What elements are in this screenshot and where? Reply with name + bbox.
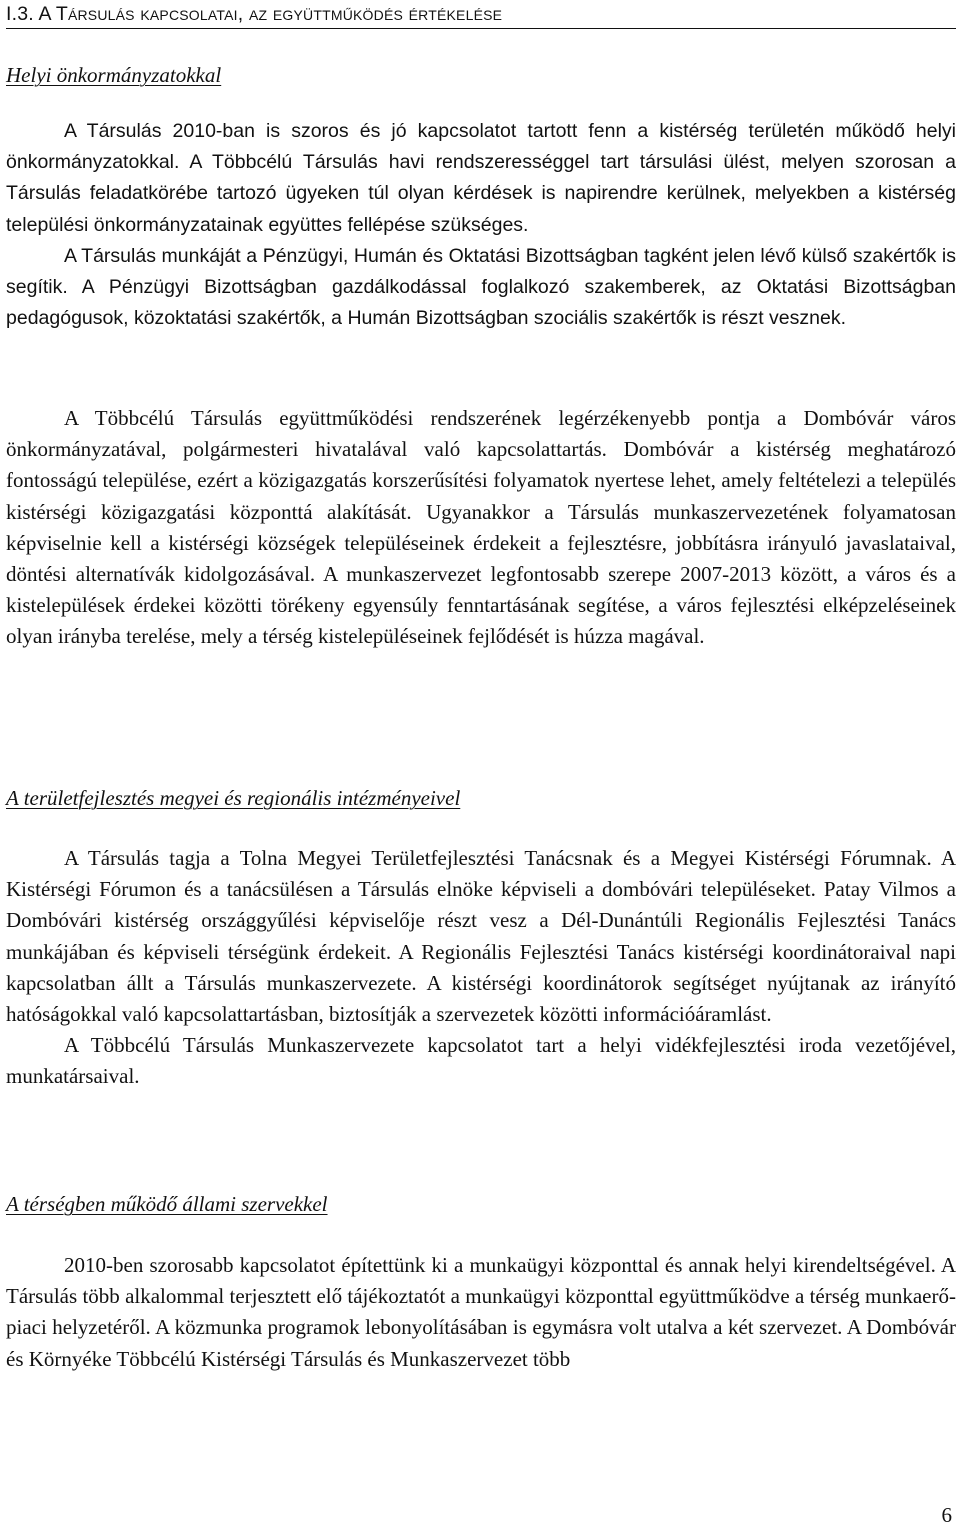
section-body-dombovar <box>6 403 956 653</box>
section-heading <box>6 2 956 29</box>
section-number: I.3. <box>6 3 34 25</box>
section-body-state-bodies <box>6 1250 956 1375</box>
section-title: A Társulás kapcsolatai, az együttműködés értékelése <box>38 3 503 25</box>
body-paragraph: A Társulás munkáját a Pénzügyi, Humán és Oktatási Bizottságban tagként jelen lévő külső szakértők is segítik. A Pénzügyi Bizottságban gazdálkodással foglalkozó szakemberek, az Oktatási Bizottságban pedagógusok, közoktatási szakértők, a Humán Bizottságban szociális szakértők is részt vesznek. <box>6 244 956 330</box>
body-paragraph: 2010-ben szorosabb kapcsolatot építettünk ki a munkaügyi központtal és annak helyi kirendeltségével. A Társulás több alkalommal terjesztett elő tájékoztatót a munkaügyi központtal együttműködve a térség munkaerő-piaci helyzetéről. A közmunka programok lebonyolításában is egymásra volt utalva a két szervezet. A Dombóvár és Környéke Többcélú Kistérségi Társulás és Munkaszervezet több <box>6 1253 956 1371</box>
page-number: 6 <box>941 1503 952 1527</box>
section-body-local-governments <box>6 116 956 334</box>
body-paragraph: A Többcélú Társulás Munkaszervezete kapcsolatot tart a helyi vidékfejlesztési iroda vezetőjével, munkatársaival. <box>6 1033 956 1089</box>
body-paragraph: A Társulás 2010-ban is szoros és jó kapcsolatot tartott fenn a kistérség területén működő helyi önkormányzatokkal. A Többcélú Társulás havi rendszerességgel tart társulási ülést, melyen szorosan a Társulás feladatkörébe tartozó ügyeken túl olyan kérdések is napirendre kerülnek, melyekben a kistérség települési önkormányzatainak együttes fellépése szükséges. <box>6 120 956 236</box>
subsection-title-state-bodies: A térségben működő állami szervekkel <box>6 1192 328 1216</box>
body-paragraph: A Többcélú Társulás együttműködési rendszerének legérzékenyebb pontja a Dombóvár város önkormányzatával, polgármesteri hivatalával való kapcsolattartás. Dombóvár a kistérség meghatározó fontosságú települése, ezért a közigazgatás korszerűsítési folyamatok nyertese lehet, amely feltételezi a település kistérségi közigazgatási központtá alakítását. Ugyanakkor a Társulás munkaszervezetének folyamatosan képviselnie kell a kistérségi községek településeinek érdekeit a fejlesztésre, jobbításra irányuló javaslataival, döntési alternatívák kidolgozásával. A munkaszervezet legfontosabb szerepe 2007-2013 között, a város és a kistelepülések érdekei közötti törékeny egyensúly fenntartásának segítése, a város fejlesztési elképzeléseinek olyan irányba terelése, mely a térség kistelepüléseinek fejlődését is húzza magával. <box>6 406 956 649</box>
body-paragraph: A Társulás tagja a Tolna Megyei Területfejlesztési Tanácsnak és a Megyei Kistérségi Fórumnak. A Kistérségi Fórumon és a tanácsülésen a Társulás elnöke képviseli a dombóvári településeket. Patay Vilmos a Dombóvári kistérség országgyűlési képviselője részt vesz a Dél-Dunántúli Regionális Fejlesztési Tanács munkájában és képviseli térségünk érdekeit. A Regionális Fejlesztési Tanács kistérségi koordinátoraival napi kapcsolatban állt a Társulás munkaszervezete. A kistérségi koordinátorok segítséget nyújtanak az irányító hatóságokkal való kapcsolattartásban, biztosítják a szervezetek közötti információáramlást. <box>6 846 956 1027</box>
section-body-regional <box>6 843 956 1093</box>
subsection-title-local-governments: Helyi önkormányzatokkal <box>6 63 222 87</box>
subsection-title-regional: A területfejlesztés megyei és regionális intézményeivel <box>6 786 461 810</box>
